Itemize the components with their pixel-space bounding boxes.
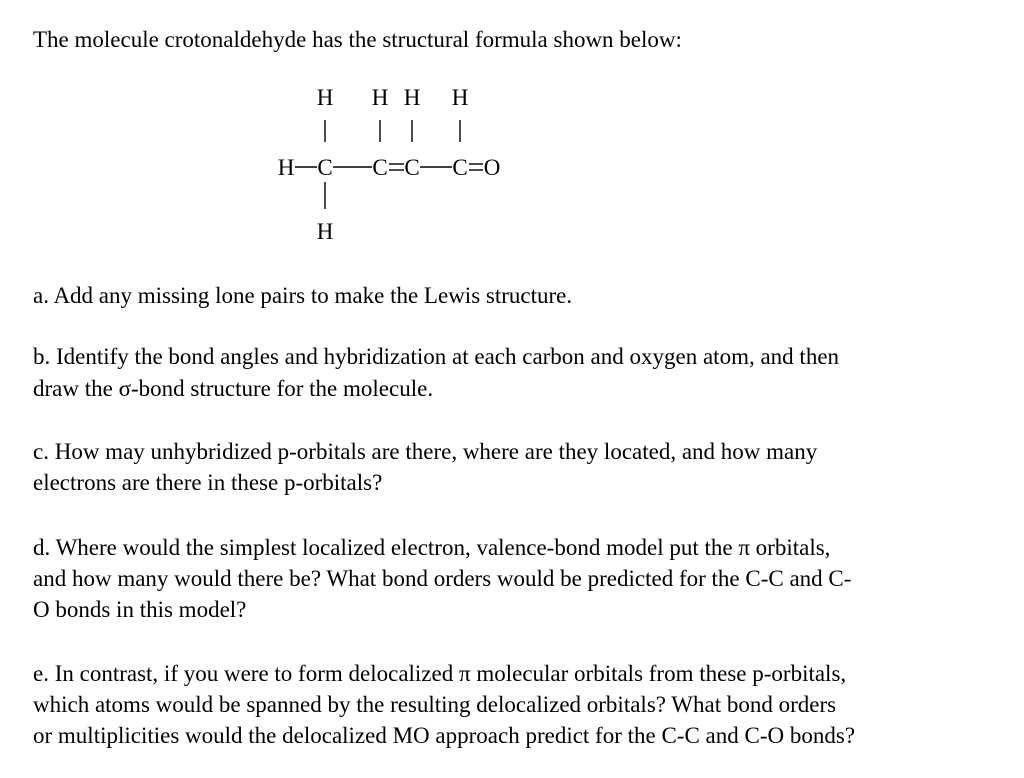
question-c-line-1: c. How may unhybridized p-orbitals are there, where are they located, and how many	[33, 439, 818, 464]
question-d-line-1: d. Where would the simplest localized electron, valence-bond model put the π orbitals,	[33, 535, 831, 560]
question-e-line-1: e. In contrast, if you were to form delocalized π molecular orbitals from these p-orbitals,	[33, 661, 847, 686]
bottom-hydrogen: H	[316, 219, 334, 244]
question-d-line-2: and how many would there be? What bond orders would be predicted for the C-C and C-	[33, 566, 852, 591]
carbon-4: C	[452, 155, 468, 180]
question-b-line-2: draw the σ-bond structure for the molecule.	[33, 376, 434, 401]
question-d-line-3: O bonds in this model?	[33, 597, 247, 622]
carbon-2: C	[372, 155, 388, 180]
carbon-1: C	[317, 155, 333, 180]
top-hydrogen-4: H	[451, 85, 469, 110]
oxygen: O	[483, 155, 501, 180]
question-b-line-1: b. Identify the bond angles and hybridization at each carbon and oxygen atom, and then	[33, 344, 840, 369]
question-c-line-2: electrons are there in these p-orbitals?	[33, 470, 383, 495]
top-hydrogen-3: H	[403, 85, 421, 110]
top-hydrogen-1: H	[316, 85, 334, 110]
carbon-3: C	[404, 155, 420, 180]
crotonaldehyde-structure	[250, 82, 530, 252]
top-hydrogen-2: H	[371, 85, 389, 110]
left-hydrogen: H	[277, 155, 295, 180]
question-e-line-3: or multiplicities would the delocalized MO approach predict for the C-C and C-O bonds?	[33, 723, 856, 748]
question-e-line-2: which atoms would be spanned by the resulting delocalized orbitals? What bond orders	[33, 692, 837, 717]
intro-text: The molecule crotonaldehyde has the structural formula shown below:	[33, 27, 682, 52]
structural-formula-diagram	[250, 82, 530, 252]
question-a-line-1: a. Add any missing lone pairs to make the Lewis structure.	[33, 283, 573, 308]
